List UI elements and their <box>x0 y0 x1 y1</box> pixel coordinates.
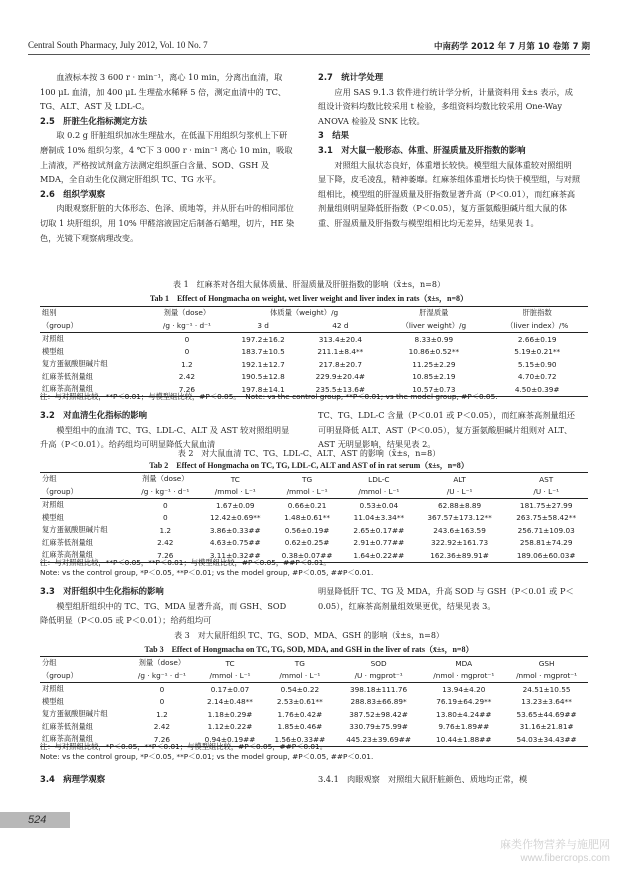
table-row <box>40 708 588 721</box>
table-cell: 1.67±0.09 <box>215 500 255 510</box>
left-col-paragraph: 2.6 组织学观察 <box>40 188 106 199</box>
column-subheader: /U · mgprot⁻¹ <box>335 670 423 683</box>
table-cell: 0.54±0.22 <box>280 684 320 694</box>
column-subheader: 42 d <box>299 320 381 333</box>
table-row <box>40 346 588 359</box>
table-cell: 0 <box>184 347 190 357</box>
column-subheader: /U · L⁻¹ <box>504 486 588 499</box>
table-cell: 217.8±20.7 <box>318 359 362 369</box>
column-header: GSH <box>505 657 588 670</box>
table-cell: 5.15±0.90 <box>517 359 557 369</box>
table-cell: 模型组 <box>42 696 64 706</box>
table-row <box>40 371 588 384</box>
table-cell: 11.04±3.34** <box>353 513 405 523</box>
table-header-row <box>40 307 588 320</box>
table-cell: 197.2±16.2 <box>241 334 285 344</box>
column-subheader: /mmol · L⁻¹ <box>199 486 271 499</box>
column-subheader: （liver weight）/g <box>381 320 486 333</box>
table-cell: 2.42 <box>153 722 171 732</box>
table-cell: 1.56±0.33## <box>265 733 335 746</box>
column-header: ALT <box>415 473 505 486</box>
table-cell: 2.66±0.19 <box>517 334 557 344</box>
section-3-2-text-right: TC、TG、LDL-C 含量（P＜0.01 或 P＜0.05），而红麻茶高剂量组还可明显降低 ALT、AST（P＜0.05），复方蛋氨酸胆碱片组则对 ALT、AST 无明显影响，结果见表 2。 <box>318 410 575 450</box>
table-cell: 7.26 <box>131 549 199 562</box>
section-3-3-text-right: 明显降低肝 TC、TG 及 MDA，升高 SOD 与 GSH（P＜0.01 或 P＜0.05），红麻茶高剂量组效果更优，结果见表 3。 <box>318 586 574 611</box>
table-cell: 0.56±0.19# <box>284 525 330 535</box>
table-cell: 红麻茶高剂量组 <box>40 383 147 396</box>
column-header: 组别 <box>40 307 147 320</box>
table-row <box>40 333 588 346</box>
section-3-4-title: 3.4 病理学观察 <box>40 774 106 784</box>
table-cell: 256.71±109.03 <box>517 525 575 535</box>
left-col-paragraph: 2.5 肝脏生化指标测定方法 <box>40 115 147 126</box>
left-col-paragraph: 血液标本按 3 600 r · min⁻¹，离心 10 min，分离出血清，取 100 μL 血清，加 400 μL 生理盐水稀释 5 倍，测定血清中的 TC、TG、ALT、AST 及 LDL-C。 <box>40 72 287 112</box>
table-row <box>40 524 588 537</box>
right-col-paragraph: 3 结果 <box>318 130 349 141</box>
left-col-paragraph: 肉眼观察肝脏的大体形态、色泽、质地等，并从肝右叶的相同部位切取 1 块肝组织，用 10% 甲醛溶液固定后制备石蜡埋，切片，HE 染色，光镜下观察病理改变。 <box>40 203 295 243</box>
table-cell: 211.1±8.4** <box>317 347 364 357</box>
table3-caption-cn: 表 3 对大鼠肝组织 TC、TG、SOD、MDA、GSH 的影响（x̄±s，n=8） <box>174 631 444 640</box>
section-3-4-left <box>40 772 295 787</box>
table-cell: 192.1±12.7 <box>241 359 285 369</box>
table-cell: 76.19±64.29** <box>436 697 492 707</box>
section-3-2-left <box>40 408 295 452</box>
column-subheader: /mmol · L⁻¹ <box>343 486 415 499</box>
table-cell: 1.64±0.22## <box>343 549 415 562</box>
column-subheader: （group） <box>40 486 131 499</box>
table-cell: 4.70±0.72 <box>517 372 557 382</box>
table-cell: 10.85±2.19 <box>412 372 456 382</box>
table-cell: 288.83±66.89* <box>350 697 407 707</box>
column-subheader: /g · kg⁻¹ · d⁻¹ <box>147 320 227 333</box>
table-cell: 复方蛋氨酸胆碱片组 <box>42 359 108 369</box>
table-cell: 398.18±111.76 <box>350 684 408 694</box>
table-cell: 0 <box>162 500 168 510</box>
watermark-cn: 麻类作物营养与施肥网 <box>500 838 610 851</box>
table-cell: 0 <box>184 334 190 344</box>
right-col-paragraph: 2.7 统计学处理 <box>318 72 384 82</box>
table-cell: 183.7±10.5 <box>241 347 285 357</box>
table-cell: 11.25±2.29 <box>412 359 456 369</box>
page-number: 524 <box>0 812 70 828</box>
right-col-paragraph: 3.1 对大鼠一般形态、体重、肝湿质量及肝指数的影响 <box>318 144 526 155</box>
left-col-paragraph: 取 0.2 g 肝脏组织加冰生理盐水，在低温下用组织匀浆机上下研磨制成 10% 组织匀浆，4 ℃下 3 000 r · min⁻¹ 离心 10 min，吸取上清液，严格按试剂盒方法测定组织蛋白含量、SOD、GSH 及 MDA，全自动生化仪测定肝组织 TC、TG 水平。 <box>40 130 293 185</box>
table-cell: 7.26 <box>129 733 195 746</box>
table-cell: 445.23±39.69## <box>335 733 423 746</box>
table-cell: 1.76±0.42# <box>277 709 323 719</box>
table-row <box>40 537 588 550</box>
column-header: 肝脏指数 <box>486 307 588 320</box>
column-subheader: /mmol · L⁻¹ <box>271 486 343 499</box>
table-cell: 181.75±27.99 <box>519 500 573 510</box>
column-header: 分组 <box>40 657 129 670</box>
table2 <box>40 472 588 563</box>
watermark-url: www.fibercrops.com <box>520 853 610 864</box>
table-cell: 12.42±0.69** <box>209 513 261 523</box>
table-cell: 367.57±173.12** <box>427 513 492 523</box>
column-header: 体质量（weight）/g <box>227 307 381 320</box>
table-cell: 0 <box>162 513 168 523</box>
column-subheader: （group） <box>40 320 147 333</box>
table-cell: 24.51±10.55 <box>522 684 571 694</box>
table-row <box>40 683 588 696</box>
column-subheader: /nmol · mgprot⁻¹ <box>505 670 588 683</box>
table-cell: 263.75±58.42** <box>516 513 577 523</box>
table-cell: 31.16±21.81# <box>519 722 574 732</box>
column-subheader: /mmol · L⁻¹ <box>265 670 335 683</box>
table2-note: 注：与对照组比较，**P＜0.05，**P＜0.01；与模型组比较，#P＜0.05，##P＜0.01。 Note: vs the control group, *P＜0.05, **P＜0.01; vs the model group, #P＜0.05, ##P＜0.01. <box>40 558 374 577</box>
section-3-2-text-left: 模型组中的血清 TC、TG、LDL-C、ALT 及 AST 较对照组明显升高（P＜0.01）。给药组均可明显降低大鼠血清 <box>40 424 290 450</box>
table-cell: 13.80±4.24## <box>436 709 492 719</box>
table-cell: 2.42 <box>157 538 174 548</box>
table-cell: 对照组 <box>42 684 64 694</box>
section-3-3-left <box>40 584 295 628</box>
table-cell: 190.5±12.8 <box>241 372 285 382</box>
table-cell: 62.88±8.89 <box>437 500 482 510</box>
table-row <box>40 696 588 709</box>
section-3-3-right <box>318 584 580 613</box>
table-cell: 红麻茶低剂量组 <box>42 371 94 381</box>
table-cell: 258.81±74.29 <box>519 538 573 548</box>
table-cell: 模型组 <box>42 346 64 356</box>
table-cell: 1.2 <box>156 709 168 719</box>
table-cell: 387.52±98.42# <box>349 709 408 719</box>
table-cell: 0.94±0.19## <box>195 733 265 746</box>
table-cell: 模型组 <box>42 512 64 522</box>
column-header: LDL-C <box>343 473 415 486</box>
column-subheader: /nmol · mgprot⁻¹ <box>422 670 505 683</box>
table-cell: 1.18±0.29# <box>207 709 253 719</box>
table3-caption-en: Tab 3 Effect of Hongmacha on TC, TG, SOD, MDA, and GSH in the liver of rats（x̄±s，n=8） <box>144 645 474 654</box>
table-cell: 3.11±0.32## <box>199 549 271 562</box>
table-cell: 330.79±75.99# <box>349 722 408 732</box>
table-cell: 红麻茶高剂量组 <box>40 549 131 562</box>
column-subheader: 3 d <box>227 320 300 333</box>
table-cell: 1.12±0.22# <box>207 722 253 732</box>
table-cell: 9.76±1.89## <box>438 722 490 732</box>
table-row <box>40 499 588 512</box>
table-subheader-row <box>40 320 588 333</box>
section-3-3-title: 3.3 对肝组织中生化指标的影响 <box>40 586 164 596</box>
table-cell: 0.38±0.07## <box>271 549 343 562</box>
column-header: TC <box>199 473 271 486</box>
table-cell: 54.03±34.43## <box>505 733 588 746</box>
table-cell: 0.66±0.21 <box>287 500 327 510</box>
table-cell: 189.06±60.03# <box>504 549 588 562</box>
column-subheader: （group） <box>40 670 129 683</box>
column-header: AST <box>504 473 588 486</box>
table-subheader-row <box>40 486 588 499</box>
table-cell: 53.65±44.69## <box>516 709 577 719</box>
table-cell: 197.8±14.1 <box>227 383 300 396</box>
column-header: 分组 <box>40 473 131 486</box>
journal-header-en: Central South Pharmacy, July 2012, Vol. 10 No. 7 <box>28 40 208 50</box>
running-header <box>28 40 590 55</box>
table-cell: 复方蛋氨酸胆碱片组 <box>42 525 108 535</box>
table-cell: 2.53±0.61** <box>276 697 323 707</box>
table-cell: 322.92±161.73 <box>430 538 489 548</box>
table-cell: 10.44±1.88## <box>422 733 505 746</box>
column-header: TC <box>195 657 265 670</box>
table1 <box>40 306 588 397</box>
right-col-paragraph: 对照组大鼠状态良好，体重增长较快。模型组大鼠体重较对照组明显下降，皮毛凌乱，精神萎靡。红麻茶组体重增长均快于模型组，与对照组相比，模型组的肝湿质量及肝指数显著升高（P＜0.01），而红麻茶高剂量组则明显降低肝指数（P＜0.05），复方蛋氨酸胆碱片组大鼠的体重、肝湿质量及肝指数与模型组相比均无差异，结果见表 1。 <box>318 159 581 228</box>
table-header-row <box>40 473 588 486</box>
table-cell: 对照组 <box>42 334 64 344</box>
table1-caption-cn: 表 1 红麻茶对各组大鼠体质量、肝湿质量及肝脏指数的影响（x̄±s，n=8） <box>173 280 445 289</box>
table-cell: 红麻茶低剂量组 <box>42 721 94 731</box>
table-cell: 2.91±0.77## <box>353 538 405 548</box>
table-cell: 1.2 <box>181 359 193 369</box>
table-cell: 复方蛋氨酸胆碱片组 <box>42 709 108 719</box>
table-subheader-row <box>40 670 588 683</box>
table-cell: 7.26 <box>147 383 227 396</box>
table-cell: 0 <box>159 697 165 707</box>
column-header: 剂量（dose） <box>147 307 227 320</box>
column-header: 剂量（dose） <box>131 473 199 486</box>
section-3-2-title: 3.2 对血清生化指标的影响 <box>40 410 147 420</box>
table-row <box>40 721 588 734</box>
table-cell: 2.65±0.17## <box>353 525 405 535</box>
journal-header-cn: 中南药学 2012 年 7 月第 10 卷第 7 期 <box>434 42 590 52</box>
section-3-4-right <box>318 772 580 787</box>
left-column <box>40 70 295 245</box>
table-cell: 2.14±0.48** <box>207 697 253 707</box>
table-cell: 4.63±0.75## <box>209 538 261 548</box>
table-cell: 红麻茶高剂量组 <box>40 733 129 746</box>
table-row <box>40 512 588 525</box>
column-header: TG <box>265 657 335 670</box>
right-col-paragraph: 应用 SAS 9.1.3 软件进行统计学分析，计量资料用 x̄±s 表示，成组设计资料均数比较采用 t 检验，多组资料均数比较采用 One-Way ANOVA 检验及 SNK 比较。 <box>318 86 573 126</box>
table1-note: 注：与对照组比较，**P＜0.01；与模型组比较，#P＜0.05。 Note: vs the control group, **P＜0.01; vs the model group, #P＜0.05. <box>40 392 498 401</box>
table-cell: 0.53±0.04 <box>359 500 399 510</box>
table-cell: 2.42 <box>178 372 196 382</box>
column-subheader: （liver index）/% <box>486 320 588 333</box>
table-cell: 13.94±4.20 <box>442 684 486 694</box>
column-subheader: /U · L⁻¹ <box>415 486 505 499</box>
table-cell: 1.48±0.61** <box>284 513 330 523</box>
table-header-row <box>40 657 588 670</box>
table-row <box>40 358 588 371</box>
table-cell: 243.6±163.59 <box>433 525 486 535</box>
column-header: TG <box>271 473 343 486</box>
table-cell: 对照组 <box>42 500 64 510</box>
table-cell: 0.17±0.07 <box>210 684 250 694</box>
table-cell: 0 <box>159 684 165 694</box>
table-cell: 5.19±0.21** <box>514 347 561 357</box>
table-cell: 229.9±20.4# <box>315 372 366 382</box>
column-subheader: /g · kg⁻¹ · d⁻¹ <box>129 670 195 683</box>
table-cell: 1.2 <box>159 525 172 535</box>
table-cell: 10.86±0.52** <box>408 347 460 357</box>
table-cell: 8.33±0.99 <box>414 334 454 344</box>
table-cell: 162.36±89.91# <box>415 549 505 562</box>
table-cell: 4.50±0.39# <box>486 383 588 396</box>
column-header: MDA <box>422 657 505 670</box>
section-3-2-right <box>318 408 580 452</box>
column-subheader: /g · kg⁻¹ · d⁻¹ <box>131 486 199 499</box>
table3 <box>40 656 588 747</box>
table-cell: 13.23±3.64** <box>521 697 572 707</box>
column-subheader: /mmol · L⁻¹ <box>195 670 265 683</box>
table1-caption-en: Tab 1 Effect of Hongmacha on weight, wet liver weight and liver index in rats（x̄±s，n=8） <box>149 294 469 303</box>
table-cell: 3.86±0.33## <box>209 525 261 535</box>
table-cell: 1.85±0.46# <box>277 722 323 732</box>
column-header: 肝湿质量 <box>381 307 486 320</box>
right-column <box>318 70 580 231</box>
column-header: SOD <box>335 657 423 670</box>
section-3-3-text-left: 模型组肝组织中的 TC、TG、MDA 显著升高，而 GSH、SOD 降低明显（P＜0.05 或 P＜0.01）；给药组均可 <box>40 600 287 626</box>
table-cell: 红麻茶低剂量组 <box>42 537 94 547</box>
column-header: 剂量（dose） <box>129 657 195 670</box>
table-cell: 235.5±13.6# <box>299 383 381 396</box>
section-3-4-1-text: 3.4.1 肉眼观察 对照组大鼠肝脏颜色、质地均正常，模 <box>318 774 528 784</box>
table-cell: 10.57±0.73 <box>381 383 486 396</box>
table3-note: 注：与对照组比较，*P＜0.05，**P＜0.01；与模型组比较，#P＜0.05，##P＜0.01。 Note: vs the control group, *P＜0.05, **P＜0.01; vs the model group, #P＜0.05, ##P＜0.01. <box>40 742 374 761</box>
table-cell: 313.4±20.4 <box>318 334 362 344</box>
table2-caption-en: Tab 2 Effect of Hongmacha on TC, TG, LDL-C, ALT and AST of in rat serum（x̄±s，n=8） <box>149 461 469 470</box>
table-cell: 0.62±0.25# <box>284 538 330 548</box>
table2-caption-cn: 表 2 对大鼠血清 TC、TG、LDL-C、ALT、AST 的影响（x̄±s，n=8） <box>177 449 441 458</box>
